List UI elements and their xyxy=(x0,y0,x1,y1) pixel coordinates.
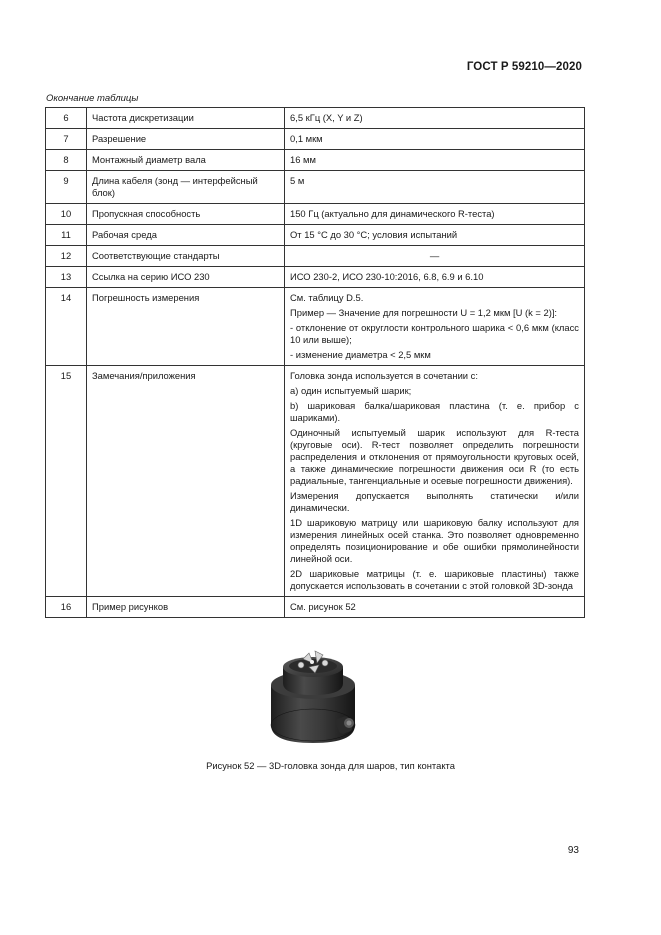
table-row xyxy=(46,597,585,618)
value-line: ИСО 230-2, ИСО 230-10:2016, 6.8, 6.9 и 6.10 xyxy=(290,271,484,282)
page-number: 93 xyxy=(567,845,579,856)
row-value xyxy=(285,597,585,618)
table-row xyxy=(46,108,585,129)
probe-head-figure xyxy=(265,645,365,745)
row-value xyxy=(285,129,585,150)
table-row xyxy=(46,171,585,204)
row-value xyxy=(285,171,585,204)
row-number: 13 xyxy=(46,267,87,288)
row-value xyxy=(285,204,585,225)
row-value xyxy=(285,225,585,246)
row-value xyxy=(285,288,585,366)
row-number: 15 xyxy=(46,366,87,597)
row-parameter: Погрешность измерения xyxy=(87,288,285,366)
table-continuation-caption: Окончание таблицы xyxy=(46,93,139,104)
table-row xyxy=(46,366,585,597)
specification-table xyxy=(45,107,585,618)
row-number: 11 xyxy=(46,225,87,246)
value-line: Пример — Значение для погрешности U = 1,2 мкм [U (k = 2)]: xyxy=(290,307,558,318)
row-parameter: Пример рисунков xyxy=(87,597,285,618)
row-parameter: Соответствующие стандарты xyxy=(87,246,285,267)
row-parameter: Монтажный диаметр вала xyxy=(87,150,285,171)
value-line: b) шариковая балка/шариковая пластина (т. е. прибор с шариками). xyxy=(290,400,579,423)
value-line: См. таблицу D.5. xyxy=(290,292,364,303)
value-line: 0,1 мкм xyxy=(290,133,323,144)
row-number: 10 xyxy=(46,204,87,225)
value-line: Измерения допускается выполнять статически и/или динамически. xyxy=(290,490,579,513)
value-line: 150 Гц (актуально для динамического R-теста) xyxy=(290,208,495,219)
row-parameter: Ссылка на серию ИСО 230 xyxy=(87,267,285,288)
table-row xyxy=(46,288,585,366)
row-parameter: Длина кабеля (зонд — интерфейсный блок) xyxy=(87,171,285,204)
value-line: 6,5 кГц (X, Y и Z) xyxy=(290,112,363,123)
row-value xyxy=(285,150,585,171)
value-line: - изменение диаметра < 2,5 мкм xyxy=(290,349,431,360)
value-line: — xyxy=(429,250,440,261)
row-parameter: Замечания/приложения xyxy=(87,366,285,597)
row-value xyxy=(285,267,585,288)
value-line: 5 м xyxy=(290,175,305,186)
row-parameter: Рабочая среда xyxy=(87,225,285,246)
row-value xyxy=(285,366,585,597)
value-line: Головка зонда используется в сочетании с: xyxy=(290,370,478,381)
table-row xyxy=(46,129,585,150)
row-number: 12 xyxy=(46,246,87,267)
row-number: 6 xyxy=(46,108,87,129)
value-line: 2D шариковые матрицы (т. е. шариковые пластины) также допускается использовать в сочетании с этой головкой 3D-зонда xyxy=(290,568,579,591)
row-value xyxy=(285,108,585,129)
row-parameter: Пропускная способность xyxy=(87,204,285,225)
table-row xyxy=(46,246,585,267)
row-parameter: Частота дискретизации xyxy=(87,108,285,129)
row-value xyxy=(285,246,585,267)
row-number: 7 xyxy=(46,129,87,150)
value-line: а) один испытуемый шарик; xyxy=(290,385,412,396)
value-line: Одиночный испытуемый шарик используют для R-теста (круговые оси). R-тест позволяет определить погрешности распределения и отклонения от прямоугольности круговых осей, а также динамические погрешности движения оси R (то есть радиальные, тангенциальные и осевые погрешности движения). xyxy=(290,427,579,486)
value-line: - отклонение от округлости контрольного шарика < 0,6 мкм (класс 10 или выше); xyxy=(290,322,579,345)
value-line: 1D шариковую матрицу или шариковую балку используют для измерения линейных осей станка. Это позволяет одновременно определять позиционирование и обе ошибки прямолинейности линейной оси. xyxy=(290,517,579,564)
table-row xyxy=(46,267,585,288)
value-line: 16 мм xyxy=(290,154,316,165)
table-row xyxy=(46,204,585,225)
figure-caption: Рисунок 52 — 3D-головка зонда для шаров, тип контакта xyxy=(206,760,455,771)
value-line: От 15 °С до 30 °С; условия испытаний xyxy=(290,229,458,240)
table-row xyxy=(46,225,585,246)
probe-head-illustration xyxy=(265,645,365,745)
value-line: См. рисунок 52 xyxy=(290,601,356,612)
row-number: 8 xyxy=(46,150,87,171)
table-row xyxy=(46,150,585,171)
row-parameter: Разрешение xyxy=(87,129,285,150)
standard-code: ГОСТ Р 59210—2020 xyxy=(466,61,582,73)
row-number: 14 xyxy=(46,288,87,366)
row-number: 16 xyxy=(46,597,87,618)
row-number: 9 xyxy=(46,171,87,204)
